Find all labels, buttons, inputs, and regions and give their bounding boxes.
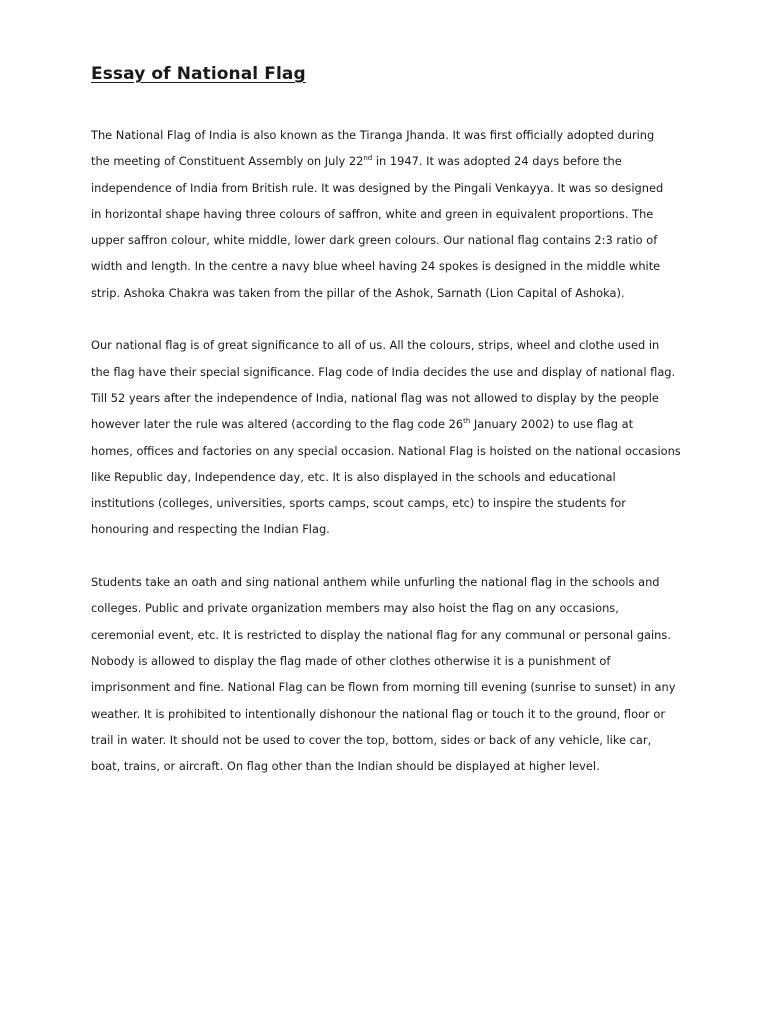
paragraph-line <box>91 648 691 674</box>
ordinal-superscript: th <box>463 417 471 426</box>
paragraph-line <box>91 438 691 464</box>
text-run: the flag have their special significance. Flag code of India decides the use and display of national flag. <box>91 364 676 379</box>
paragraph-line <box>91 280 691 306</box>
paragraph-line <box>91 253 691 279</box>
paragraph-line <box>91 122 691 148</box>
text-run: imprisonment and fine. National Flag can be flown from morning till evening (sunrise to sunset) in any <box>91 680 676 695</box>
document-body <box>91 62 691 806</box>
paragraph-line <box>91 516 691 542</box>
text-run: width and length. In the centre a navy blue wheel having 24 spokes is designed in the middle white <box>91 259 661 274</box>
paragraph-2 <box>91 332 691 542</box>
text-run: homes, offices and factories on any special occasion. National Flag is hoisted on the national occasions <box>91 443 681 458</box>
paragraph-line <box>91 227 691 253</box>
paragraph-1 <box>91 122 691 306</box>
paragraph-3 <box>91 569 691 779</box>
text-run: in 1947. It was adopted 24 days before the <box>372 154 622 169</box>
paragraph-line <box>91 148 691 174</box>
text-run: The National Flag of India is also known as the Tiranga Jhanda. It was first officially adopted during <box>91 128 655 142</box>
text-run: upper saffron colour, white middle, lower dark green colours. Our national flag contains 2:3 ratio of <box>91 233 658 248</box>
paragraph-line <box>91 595 691 621</box>
text-run: honouring and respecting the Indian Flag. <box>91 522 330 537</box>
paragraph-line <box>91 201 691 227</box>
text-run: independence of India from British rule. It was designed by the Pingali Venkayya. It was so designed <box>91 180 664 195</box>
text-run: ceremonial event, etc. It is restricted to display the national flag for any communal or personal gains. <box>91 627 671 642</box>
text-run: institutions (colleges, universities, sports camps, scout camps, etc) to inspire the students for <box>91 496 626 511</box>
text-run: in horizontal shape having three colours of saffron, white and green in equivalent proportions. The <box>91 206 654 221</box>
paragraph-line <box>91 385 691 411</box>
paragraph-line <box>91 569 691 595</box>
text-run: strip. Ashoka Chakra was taken from the pillar of the Ashok, Sarnath (Lion Capital of Ashoka). <box>91 285 625 300</box>
text-run: weather. It is prohibited to intentionally dishonour the national flag or touch it to the ground, floor or <box>91 706 665 721</box>
text-run: like Republic day, Independence day, etc. It is also displayed in the schools and educational <box>91 469 616 484</box>
document-title: Essay of National Flag <box>91 64 306 84</box>
text-run: colleges. Public and private organization members may also hoist the flag on any occasions, <box>91 601 619 616</box>
paragraph-line <box>91 622 691 648</box>
paragraph-line <box>91 175 691 201</box>
text-run: however later the rule was altered (according to the flag code 26 <box>91 417 464 432</box>
paragraph-line <box>91 332 691 358</box>
paragraph-line <box>91 674 691 700</box>
ordinal-superscript: nd <box>363 154 373 163</box>
paragraph-line <box>91 727 691 753</box>
text-run: Students take an oath and sing national anthem while unfurling the national flag in the schools and <box>91 575 660 590</box>
text-run: Till 52 years after the independence of India, national flag was not allowed to display by the people <box>91 390 659 405</box>
text-run: January 2002) to use flag at <box>470 417 634 432</box>
text-run: the meeting of Constituent Assembly on July 22 <box>91 154 364 169</box>
paragraph-container <box>91 122 691 779</box>
paragraph-line <box>91 464 691 490</box>
text-run: Our national flag is of great significance to all of us. All the colours, strips, wheel and clothe used in <box>91 338 660 353</box>
paragraph-line <box>91 359 691 385</box>
text-run: trail in water. It should not be used to cover the top, bottom, sides or back of any vehicle, like car, <box>91 732 652 747</box>
paragraph-line <box>91 753 691 779</box>
paragraph-line <box>91 490 691 516</box>
text-run: boat, trains, or aircraft. On flag other than the Indian should be displayed at higher level. <box>91 759 600 774</box>
text-run: Nobody is allowed to display the flag made of other clothes otherwise it is a punishment of <box>91 653 611 668</box>
paragraph-line <box>91 411 691 437</box>
paragraph-line <box>91 701 691 727</box>
